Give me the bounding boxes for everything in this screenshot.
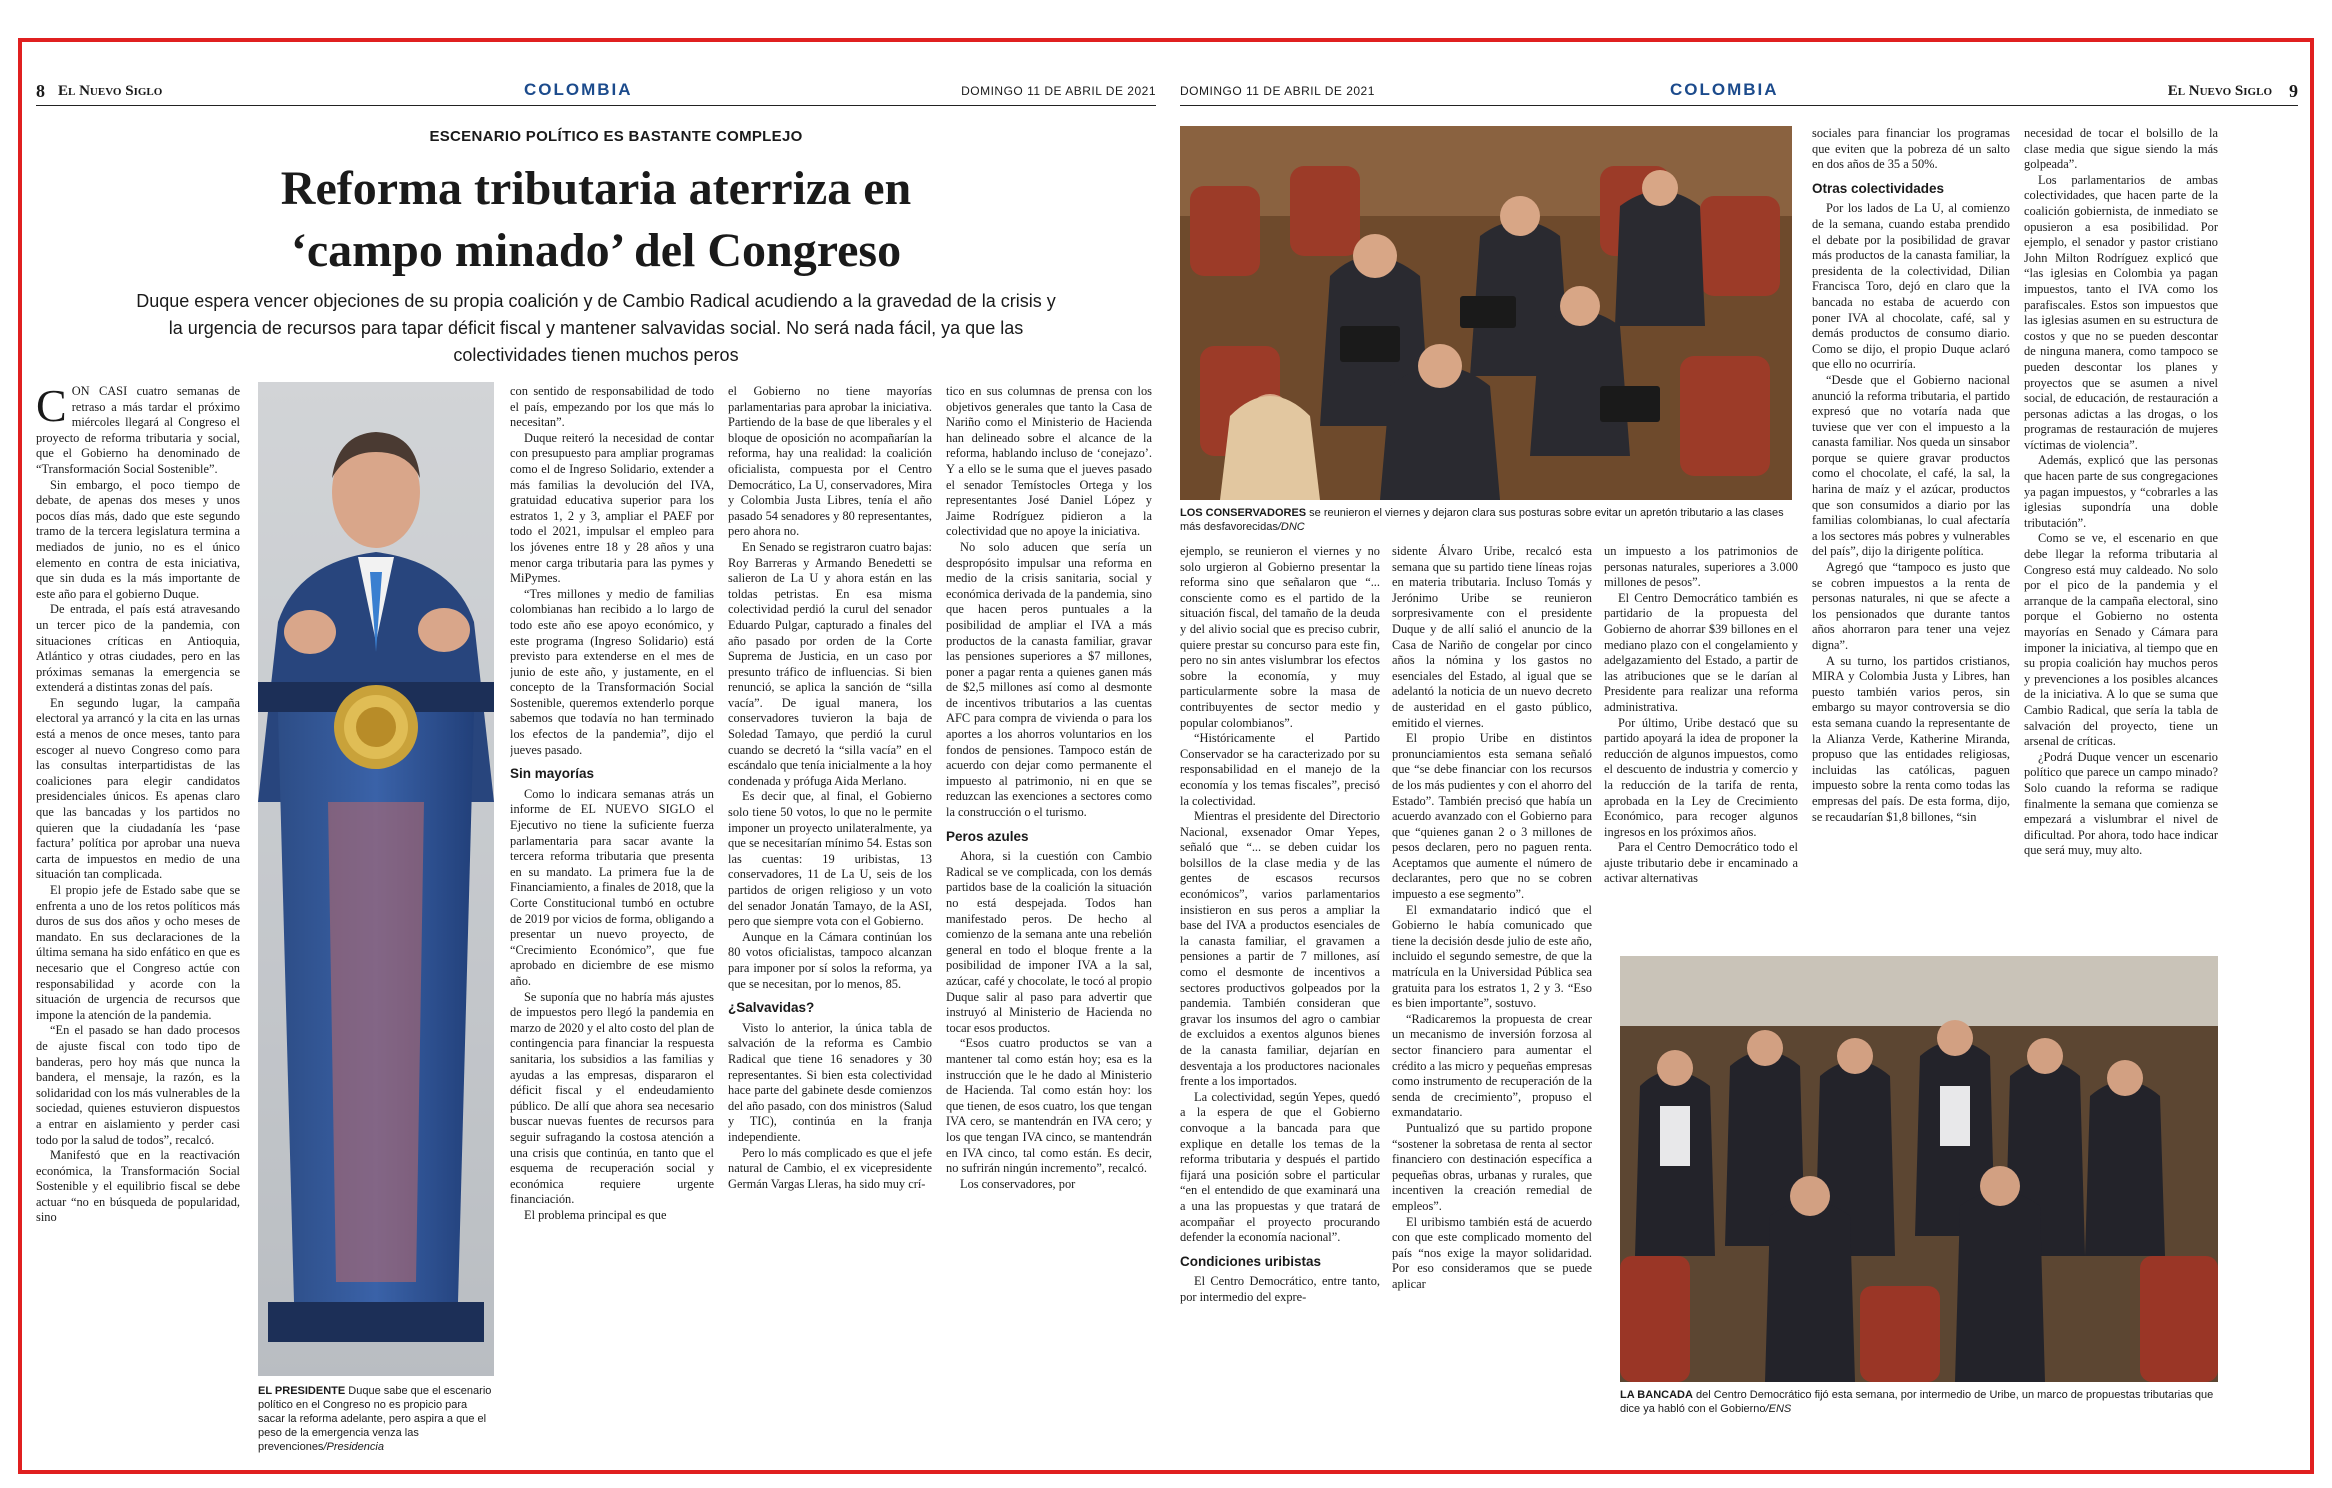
paragraph: En segundo lugar, la campaña electoral ya arrancó y la cita en las urnas está a menos de once meses, tanto para escoger al nuevo Congreso como para las consultas interpartidistas de las coaliciones para elegir candidatos presidenciales únicos. Es apenas claro que las bancadas y los partidos no quieren que la ciudadanía les ‘pase factura’ política por aprobar una nueva carta de impuestos en medio de una situación tan complicada. [36,695,240,882]
subheading: Peros azules [946,828,1029,844]
paragraph: necesidad de tocar el bolsillo de la clase media que sigue siendo la más golpeada”. [2024,126,2218,172]
caucus-image [1620,956,2218,1382]
paragraph: Los conservadores, por [960,1176,1076,1191]
paragraph: Puntualizó que su partido propone “sostener la sobretasa de renta al sector financiero con destinación específica a pequeñas obras, urbanas y rurales, que incentiven la creación remedial de empleos”. [1392,1120,1592,1213]
article-column-5 [1180,544,1380,1444]
paper-name: El Nuevo Siglo [58,83,163,99]
paragraph: Por último, Uribe destacó que su partido apoyará la idea de proponer la reducción de algunos impuestos, como el descuento de industria y comercio y la reducción de la tarifa de renta, aprobada en la Ley de Crecimiento Económico, para recoger algunos ingresos en los próximos años. [1604,715,1798,839]
paragraph: El Centro Democrático también es partidario de la propuesta del Gobierno de ahorrar $39 billones en el mediano plazo con el congelamiento y adelgazamiento del Estado, a partir de las atribuciones que se le darían al Presidente para realizar una reforma administrativa. [1604,590,1798,714]
article-column-4 [946,384,1152,1444]
paragraph: El Centro Democrático, entre tanto, por intermedio del expre- [1180,1274,1380,1304]
article-column-3 [728,384,932,1444]
article-column-7 [1604,544,1798,984]
caucus-photo [1620,956,2218,1382]
subheading: Sin mayorías [510,766,595,782]
paragraph: con sentido de responsabilidad de todo el país, empezando por los que más lo necesitan”. [510,384,714,430]
paragraph: La colectividad, según Yepes, quedó a la espera de que el Gobierno convoque a la bancada para que explique en detalle los temas de la reforma tributaria y después el partido fijará una posición sobre el particular “en el entendido de que examinará una a una las propuestas y que tratará de acompañar el proyecto procurando defender la economía nacional”. [1180,1089,1380,1245]
paragraph: ejemplo, se reunieron el viernes y no solo urgieron al Gobierno presentar la reforma sino que señalaron que “... consciente como es el partido de la situación fiscal, del tamaño de la deuda y del alivio social que es preciso cubrir, quiere prestar su concurso para este fin, pero no sin antes vislumbrar los efectos sobre la economía, y muy particularmente sobre la masa de contribuyentes de sector medio y popular colombianos”. [1180,544,1380,730]
paragraph: En Senado se registraron cuatro bajas: Roy Barreras y Armando Benedetti se salieron de La U y ahora están en las toldas petristas. En esa misma colectividad perdió la curul del senador Eduardo Pulgar, capturado a finales del año pasado por orden de la Corte Suprema de Justicia, en un caso por presunto tráfico de influencias. Si bien renunció, se aplica la sanción de “silla vacía”. De igual manera, los conservadores tuvieron la baja de Soledad Tamayo, que perdió la curul cuando se decretó la “silla vacía” en el escándalo que tenía inicialmente a la hoy condenada y prófuga Aida Merlano. [728,539,932,788]
paragraph: “Esos cuatro productos se van a mantener tal como están hoy; esa es la instrucción que le he dado al Ministerio de Hacienda. Tal como están hoy: los que tienen, de esos cuatro, los que tengan IVA cero, se mantendrán en IVA cero; y los que tengan IVA cinco, se mantendrán en IVA cinco, tal como están. Es decir, no sufrirán ningún incremento”, recalcó. [946,1036,1152,1176]
right-page [1180,76,2298,1466]
section-name: COLOMBIA [1670,80,1779,99]
subheading: Otras colectividades [1812,180,1945,196]
article-column-1 [36,384,240,1444]
left-page [36,76,1156,1466]
paragraph: Agregó que “tampoco es justo que se cobren impuestos a la renta de personas naturales, ni que se afecte a los pensionados que durante tantos años ahorraron para tener una vejez digna”. [1812,560,2010,652]
conservatives-photo-caption: LOS CONSERVADORES se reunieron el viernes y dejaron clara sus posturas sobre evitar un apretón tributario a las clases más desfavorecidas/DNC [1180,507,1784,533]
paragraph: Los parlamentarios de ambas colectividades, que hacen parte de la coalición gobiernista, de inmediato se opusieron a esa posibilidad. Por ejemplo, el senador y pastor cristiano John Milton Rodríguez explicó que “las iglesias en Colombia ya pagan impuestos, tanto el IVA como los parafiscales. Estos son impuestos que las iglesias asumen en su estructura de costos y que no se pueden descontar de ninguna manera, como tampoco se pueden descontar los planes y proyectos que se asumen a nivel social, de educación, de restauración a personas adictas a las drogas, o los programas de restauración de mujeres víctimas de violencia”. [2024,172,2218,452]
article-column-2 [510,384,714,1444]
paragraph: sociales para financiar los programas que eviten que la pobreza dé un salto en dos años de 35 a 50%. [1812,126,2010,172]
paragraph: un impuesto a los patrimonios de personas naturales, superiores a 3.000 millones de pesos”. [1604,544,1798,590]
subheading: ¿Salvavidas? [728,1000,815,1016]
paragraph: El problema principal es que [524,1207,667,1222]
left-folio [36,76,1156,106]
paragraph: Sin embargo, el poco tiempo de debate, de apenas dos meses y unos pocos días más, dado que este segundo tramo de la tercera legislatura termina a mediados de junio, no es el único elemento en contra de esta iniciativa, que sin duda es la más importante de este año para el gobierno Duque. [36,477,240,601]
paragraph: sidente Álvaro Uribe, recalcó esta semana que su partido tiene líneas rojas en materia tributaria. Incluso Tomás y Jerónimo Uribe se reunieron sorpresivamente con el presidente Duque y de allí salió el anuncio de la Casa de Nariño de congelar por cinco años la nómina y los gastos no esenciales del Estado, al igual que se adelantó la noticia de un nuevo decreto de austeridad en el gasto público, emitido el viernes. [1392,544,1592,730]
president-photo-caption: EL PRESIDENTE Duque sabe que el escenario político en el Congreso no es propicio para sacar la reforma adelante, pero aspira a que el peso de la emergencia venza las prevenciones/Presidencia [258,1385,492,1453]
paragraph: tico en sus columnas de prensa con los objetivos generales que tanto la Casa de Nariño como el Ministerio de Hacienda han delineado sobre el alcance de la reforma, hablando incluso de ‘conejazo’. Y a ello se le suma que el jueves pasado el senador Temístocles Ortega y los representantes José Daniel López y Jaime Rodríguez pidieron a la colectividad que no apoye la iniciativa. [946,384,1152,539]
paragraph: Duque reiteró la necesidad de contar con presupuesto para ampliar programas como el de Ingreso Solidario, extender a más familias la devolución del IVA, gratuidad educativa superior para los estratos 1, 2 y 3, ampliar el PAEF por todo el 2021, impulsar el empleo para los jóvenes entre 18 y 28 años y una menor carga tributaria para las pymes y MiPymes. [510,430,714,586]
conservatives-image [1180,126,1792,500]
issue-date: DOMINGO 11 DE ABRIL DE 2021 [961,84,1156,98]
article-column-8 [1812,126,2010,1006]
caucus-photo-caption: LA BANCADA del Centro Democrático fijó esta semana, por intermedio de Uribe, un marco de propuestas tributarias que dice ya habló con el Gobierno/ENS [1620,1389,2214,1415]
paragraph: Además, explicó que las personas que hacen parte de sus congregaciones ya pagan impuestos, y “cobrarles a las iglesias supondría una doble tributación”. [2024,453,2218,530]
paragraph: El uribismo también está de acuerdo con que este complicado momento del país “nos exige la mayor solidaridad. Por eso consideramos que se puede aplicar [1392,1214,1592,1291]
paragraph: Pero lo más complicado es que el jefe natural de Cambio, el ex vicepresidente Germán Vargas Lleras, ha sido muy crí- [728,1145,932,1191]
paragraph: “Desde que el Gobierno nacional anunció la reforma tributaria, el partido expresó que no votaría nada que tuviese que ver con el impuesto a la canasta familiar. Nos queda un sinsabor porque se quiere gravar productos como el chocolate, el café, la sal, la harina de maíz y el azúcar, productos que son consumidos a diario por las familias colombianas, lo cual afectaría a los sectores más pobres y vulnerables del país”, dijo la dirigente política. [1812,372,2010,559]
paragraph: Manifestó que en la reactivación económica, la Transformación Social Sostenible y el equilibrio fiscal se debe actuar “no en búsqueda de popularidad, sino [36,1148,240,1225]
section-name: COLOMBIA [524,80,633,99]
deck: Duque espera vencer objeciones de su propia coalición y de Cambio Radical acudiendo a la gravedad de la crisis y la urgencia de recursos para tapar déficit fiscal y mantener salvavidas social. No será nada fácil, ya que las colectividades tienen muchos peros [136,291,1056,365]
paragraph: CON CASI cuatro semanas de retraso a más tardar el próximo miércoles llegará al Congreso el proyecto de reforma tributaria y social, que el Gobierno ha denominado de “Transformación Social Sostenible”. [36,384,240,476]
paragraph: “Tres millones y medio de familias colombianas han recibido a lo largo de todo este año ese apoyo económico, y este programa (Ingreso Solidario) está previsto para extenderse en el mes de junio de este año, y justamente, en el concepto de la Transformación Social Sostenible, queremos extenderlo porque sabemos que todavía no han terminado los efectos de la pandemia”, dijo el jueves pasado. [510,586,714,757]
paragraph: Como se ve, el escenario en que debe llegar la reforma tributaria al Congreso está muy caldeado. No solo por el pico de la pandemia y el arranque de la campaña electoral, sino porque el Gobierno no ostenta mayorías en Senado y Cámara para imponer la iniciativa, al tiempo que en su propia coalición hay muchos peros y prevenciones a los posibles alcances de la iniciativa. A lo que se suma que Cambio Radical, que sería la tabla de salvación del proyecto, tiene un arsenal de críticas. [2024,531,2218,749]
conservatives-photo [1180,126,1792,500]
paragraph: Ahora, si la cuestión con Cambio Radical se ve complicada, con los demás partidos base de la coalición la situación no está despejada. Todos han manifestado peros. De hecho al comienzo de la semana ante una rebelión general en todo el bloque frente a la posibilidad de imponer IVA a la sal, azúcar, café y chocolate, le tocó al propio Duque salir al paso para advertir que instruyó al Ministerio de Hacienda no tocar esos productos. [946,849,1152,1035]
paragraph: El exmandatario indicó que el Gobierno le había comunicado que tiene la decisión desde julio de este año, incluido el segundo semestre, de que la matrícula en la Universidad Pública sea gratuita para los estratos 1, 2 y 3. “Eso es bien importante”, sostuvo. [1392,902,1592,1011]
paragraph: el Gobierno no tiene mayorías parlamentarias para aprobar la iniciativa. Partiendo de la base de que liberales y el bloque de oposición no acompañarían la reforma, hay una realidad: la coalición oficialista, compuesta por el Centro Democrático, La U, conservadores, Mira y Colombia Justa Libres, tenía el año pasado 54 senadores y 80 representantes, pero ahora no. [728,384,932,539]
paragraph: El propio Uribe en distintos pronunciamientos esta semana señaló que “se debe financiar con los recursos de los más pudientes y con el ahorro del Estado”. También precisó que había un acuerdo avanzado con el Gobierno para que “quienes ganan 2 o 3 millones de pesos declaren, pero no paguen renta. Aceptamos que aumente el número de declarantes, pero que no se cobren impuesto a ese segmento”. [1392,731,1592,902]
paragraph: “En el pasado se han dado procesos de ajuste fiscal con todo tipo de banderas, pero hoy más que nunca la bandera, el mensaje, la razón, es la solidaridad con los más vulnerables de la sociedad, quienes estuvieron dispuestos a entrar en aislamiento y perder casi todo por la salud de todos”, recalcó. [36,1023,240,1147]
right-folio [1180,76,2298,106]
paragraph: ¿Podrá Duque vencer un escenario político que parece un campo minado? Solo cuando la reforma se radique finalmente la semana que comienza se empezará a vislumbrar el nivel de dificultad. Por ahora, todo hace indicar que será muy, muy alto. [2024,749,2218,858]
paragraph: No solo aducen que sería un despropósito impulsar una reforma en medio de la crisis sanitaria, social y económica derivada de la pandemia, sino que hacen peros puntuales a la posibilidad de ampliar el IVA a más productos de la canasta familiar, gravar las pensiones superiores a $7 millones, poner a pagar renta a quienes ganen más de $2,5 millones así como al desmonte de incentivos tributarios a las cuentas AFC para compra de vivienda o para los aportes a los ahorros voluntarios en los fondos de pensiones. Tampoco están de acuerdo con dejar como permanente el impuesto al patrimonio, ni en que se reduzcan las exenciones a sectores como la construcción o el turismo. [946,539,1152,820]
paragraph: De entrada, el país está atravesando un tercer pico de la pandemia, con situaciones críticas en Antioquia, Atlántico y otras ciudades, pero en las próximas semanas la emergencia se extenderá a distintas zonas del país. [36,602,240,695]
page-number: 8 [36,81,45,101]
drop-cap: C [36,384,67,431]
paragraph: Para el Centro Democrático todo el ajuste tributario debe ir encaminado a activar alternativas [1604,840,1798,886]
paragraph: Aunque en la Cámara continúan los 80 votos oficialistas, tampoco alcanzan para imponer por sí solos la reforma, ya que se necesitan, por lo menos, 85. [728,929,932,991]
president-photo [258,382,494,1376]
paper-name: El Nuevo Siglo [2167,83,2272,99]
president-image [258,382,494,1376]
article-column-9 [2024,126,2218,1006]
page-number: 9 [2289,81,2298,101]
paragraph: Por los lados de La U, al comienzo de la semana, cuando estaba prendido el debate por la posibilidad de gravar más productos de la canasta familiar, la presidenta de la colectividad, Dilian Francisca Toro, dejó en claro que la bancada no estaba de acuerdo con poner IVA al chocolate, café, sal y demás productos de consumo diario. Como se dijo, el propio Duque aclaró que ello no ocurriría. [1812,201,2010,372]
paragraph: Visto lo anterior, la única tabla de salvación de la reforma es Cambio Radical que tiene 16 senadores y 30 representantes. Si bien esta colectividad hace parte del gabinete desde comienzos del año pasado, con dos ministros (Salud y TIC), continúa en la franja independiente. [728,1020,932,1144]
paragraph: “Radicaremos la propuesta de crear un mecanismo de inversión forzosa al sector financiero para aumentar el crédito a las micro y pequeñas empresas como instrumento de recuperación de la senda de crecimiento”, propuso el exmandatario. [1392,1011,1592,1120]
kicker: ESCENARIO POLÍTICO ES BASTANTE COMPLEJO [429,128,803,145]
paragraph: A su turno, los partidos cristianos, MIRA y Colombia Justa y Libres, han puesto también varios peros, sin embargo su mayor controversia se dio esta semana cuando la representante de la Alianza Verde, Katherine Miranda, propuso que las entidades religiosas, incluidas las católicas, paguen impuesto sobre la renta como todas las empresas del país. De esta forma, dijo, se recaudarían $1,8 billones, “sin [1812,653,2010,824]
headline-line-2: ‘campo minado’ del Congreso [290,224,902,277]
paragraph: Se suponía que no habría más ajustes de impuestos pero llegó la pandemia en marzo de 2020 y el alto costo del plan de contingencia para financiar la respuesta sanitaria, los subsidios a las familias y ayudas a las empresas, dispararon el déficit fiscal y el endeudamiento público. De allí que ahora sea necesario buscar nuevas fuentes de recursos para seguir sufragando la costosa atención a una crisis que continúa, en tanto que el esquema de recuperación social y económica requiere urgente financiación. [510,989,714,1207]
headline-line-1: Reforma tributaria aterriza en [280,162,912,215]
paragraph: Como lo indicara semanas atrás un informe de EL NUEVO SIGLO el Ejecutivo no tiene la suficiente fuerza parlamentaria para sacar avante la tercera reforma tributaria que presenta en su mandato. La primera fue la de Financiamiento, a finales de 2018, que la Corte Constitucional tumbó en octubre de 2019 por vicios de forma, obligando a presentar un nuevo proyecto, de “Crecimiento Económico”, que fue aprobado en diciembre de ese mismo año. [510,786,714,988]
issue-date: DOMINGO 11 DE ABRIL DE 2021 [1180,84,1375,98]
article-column-6 [1392,544,1592,1444]
paragraph: Es decir que, al final, el Gobierno solo tiene 50 votos, lo que no le permite imponer un proyecto unilateralmente, ya que se necesitarían mínimo 54. Estas son las cuentas: 19 uribistas, 13 conservadores, 11 de La U, seis de los partidos de origen religioso y un voto del senador Jonatán Tamayo, de la ASI, pero que siempre vota con el Gobierno. [728,789,932,929]
paragraph: El propio jefe de Estado sabe que se enfrenta a uno de los retos políticos más duros de sus dos años y ocho meses de mandato. En sus declaraciones de la última semana ha sido enfático en que es necesario que el Congreso actúe con responsabilidad y acorde con la situación de urgencia de recursos que impone la atención de la pandemia. [36,883,240,1022]
paragraph: Mientras el presidente del Directorio Nacional, exsenador Omar Yepes, señaló que “... se deben cuidar los bolsillos de la clase media y de las gentes de escasos recursos económicos”, varios parlamentarios insistieron en sus peros a ampliar la base del IVA a productos esenciales de la canasta familiar, el gravamen a pensiones a partir de 7 millones, así como el desmonte de incentivos a sectores productivos golpeados por la pandemia. También consideran que gravar los insumos del agro o cambiar de excluidos a exentos algunos bienes de la canasta familiar, dejarían en desventaja a los productores nacionales frente a los importados. [1180,809,1380,1089]
headline [166,158,1026,282]
subheading: Condiciones uribistas [1180,1253,1322,1269]
paragraph: “Históricamente el Partido Conservador se ha caracterizado por su responsabilidad en el manejo de la economía y los temas fiscales”, precisó la colectividad. [1180,731,1380,808]
